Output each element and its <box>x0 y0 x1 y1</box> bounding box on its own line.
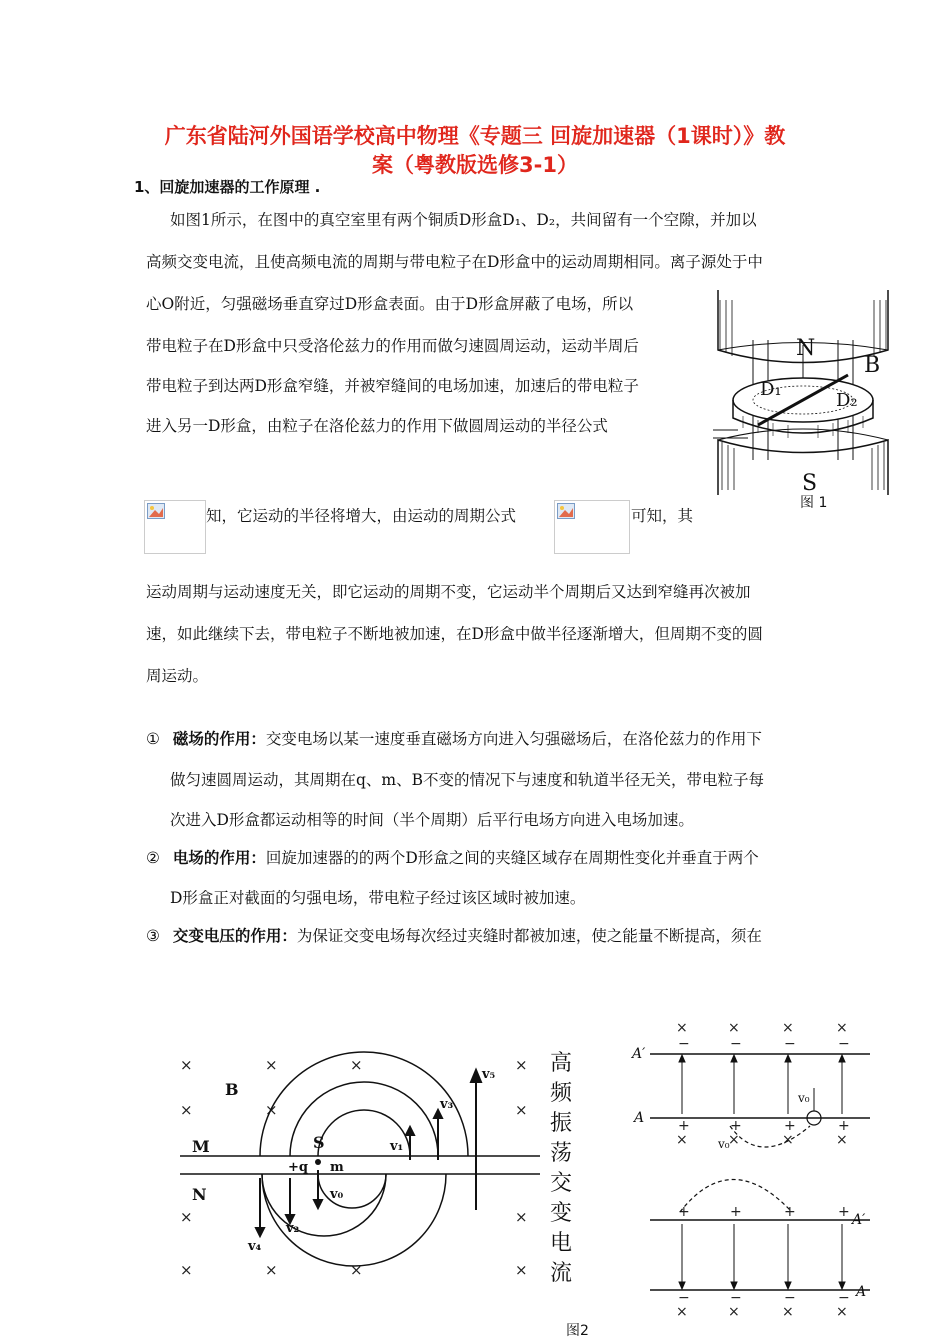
figure-2-caption: 图2 <box>566 1323 589 1339</box>
svg-text:−: − <box>784 1036 796 1052</box>
svg-text:−: − <box>838 1290 850 1306</box>
svg-text:−: − <box>678 1290 690 1306</box>
svg-text:×: × <box>676 1132 688 1148</box>
item-3-heading: 交变电压的作用： <box>172 927 297 945</box>
fig1-label-B: B <box>864 353 881 378</box>
para-line-1: 如图1所示，在图中的真空室里有两个铜质D形盒D₁、D₂，共间留有一个空隙，并加以 <box>170 211 757 229</box>
item-1-line-3: 次进入D形盒都运动相等的时间（半个周期）后平行电场方向进入电场加速。 <box>170 811 694 829</box>
item-3-marker: ③ <box>146 927 160 945</box>
item-1-marker: ① <box>146 730 160 748</box>
svg-text:×: × <box>265 1101 278 1119</box>
fig2-vtext-1: 频 <box>550 1081 573 1106</box>
fig2-label-B: B <box>225 1080 239 1099</box>
radius-formula-image <box>144 500 206 554</box>
svg-text:+: + <box>838 1118 850 1134</box>
svg-text:×: × <box>836 1132 848 1148</box>
svg-text:×: × <box>515 1101 528 1119</box>
fig2-label-M: M <box>192 1137 210 1156</box>
fig2-label-v1: v₁ <box>390 1139 404 1154</box>
svg-text:×: × <box>836 1020 848 1036</box>
svg-text:−: − <box>784 1290 796 1306</box>
svg-text:×: × <box>515 1261 528 1279</box>
svg-text:−: − <box>730 1036 742 1052</box>
svg-text:×: × <box>350 1056 363 1074</box>
svg-text:×: × <box>836 1304 848 1318</box>
svg-text:×: × <box>728 1132 740 1148</box>
svg-text:×: × <box>782 1020 794 1036</box>
svg-text:×: × <box>676 1020 688 1036</box>
item-2 <box>146 846 759 868</box>
svg-text:×: × <box>180 1208 193 1226</box>
svg-text:+: + <box>784 1204 796 1220</box>
fig2-vtext-2: 振 <box>550 1111 573 1136</box>
item-2-line-2: D形盒正对截面的匀强电场，带电粒子经过该区域时被加速。 <box>170 889 586 907</box>
fig1-label-N: N <box>796 336 816 361</box>
fig2-vtext-6: 电 <box>550 1231 573 1256</box>
fig2-label-A-bottom: A <box>856 1284 867 1300</box>
svg-text:×: × <box>180 1056 193 1074</box>
fig2-label-v0: v₀ <box>330 1187 344 1202</box>
item-3 <box>146 924 762 946</box>
svg-text:×: × <box>180 1101 193 1119</box>
fig2-label-A-prime-top: A′ <box>632 1046 646 1062</box>
fig2-right-label-v0-b: v₀ <box>718 1137 730 1151</box>
fig2-vtext-3: 荡 <box>550 1141 573 1166</box>
fig2-right-label-v0-a: v₀ <box>798 1091 810 1105</box>
item-1-line-1: 交变电场以某一速度垂直磁场方向进入匀强磁场后，在洛伦兹力的作用下 <box>265 730 762 748</box>
fig2-label-v5: v₅ <box>482 1067 496 1082</box>
svg-text:+: + <box>678 1118 690 1134</box>
para-line-2: 高频交变电流，且使高频电流的周期与带电粒子在D形盒中的运动周期相同。离子源处于中 <box>146 253 763 271</box>
svg-text:−: − <box>730 1290 742 1306</box>
fig2-vertical-text <box>550 1051 573 1286</box>
fig2-label-v4: v₄ <box>248 1239 262 1254</box>
fig2-vtext-4: 交 <box>550 1171 573 1196</box>
figure-1-cyclotron <box>708 290 898 495</box>
para-line-6: 进入另一D形盒，由粒子在洛伦兹力的作用下做圆周运动的半径公式 <box>146 417 608 435</box>
item-3-line-1: 为保证交变电场每次经过夹缝时都被加速，使之能量不断提高，须在 <box>296 927 762 945</box>
svg-text:−: − <box>838 1036 850 1052</box>
figure-2-right-plates <box>630 1018 880 1318</box>
title-line-2: 案（粤教版选修3-1） <box>372 153 578 177</box>
fig2-label-A-prime-bottom: A′ <box>852 1212 866 1228</box>
fig2-vtext-7: 流 <box>550 1261 573 1286</box>
svg-text:×: × <box>782 1304 794 1318</box>
svg-text:+: + <box>730 1118 742 1134</box>
fig2-label-N: N <box>192 1185 207 1204</box>
fig2-label-v3: v₃ <box>440 1097 454 1112</box>
fig2-vtext-0: 高 <box>550 1051 573 1076</box>
fig2-vtext-5: 变 <box>550 1201 573 1226</box>
para-line-4: 带电粒子在D形盒中只受洛伦兹力的作用而做匀速圆周运动，运动半周后 <box>146 337 639 355</box>
item-1-line-2: 做匀速圆周运动，其周期在q、m、B不变的情况下与速度和轨道半径无关，带电粒子每 <box>170 771 765 789</box>
fig2-label-v2: v₂ <box>286 1221 300 1236</box>
para-line-10: 周运动。 <box>146 667 209 685</box>
figure-2-left-trajectory <box>170 1050 580 1290</box>
period-formula-image <box>554 500 630 554</box>
para-line-3: 心O附近，匀强磁场垂直穿过D形盒表面。由于D形盒屏蔽了电场，所以 <box>146 295 634 313</box>
figure-1-caption: 图 1 <box>800 495 828 511</box>
svg-text:×: × <box>350 1261 363 1279</box>
svg-text:+: + <box>678 1204 690 1220</box>
item-2-heading: 电场的作用： <box>172 849 266 867</box>
section-heading: 1、回旋加速器的工作原理 . <box>134 178 321 196</box>
broken-image-icon <box>557 503 575 519</box>
para-line-9: 速，如此继续下去，带电粒子不断地被加速，在D形盒中做半径逐渐增大，但周期不变的圆 <box>146 625 763 643</box>
para-line-7-end: 可知，其 <box>631 507 694 525</box>
fig1-label-S: S <box>802 471 818 495</box>
svg-text:+: + <box>730 1204 742 1220</box>
fig2-label-S: S <box>313 1133 325 1152</box>
document-title <box>120 122 830 180</box>
svg-text:×: × <box>728 1304 740 1318</box>
broken-image-icon <box>147 503 165 519</box>
para-line-8: 运动周期与运动速度无关，即它运动的周期不变，它运动半个周期后又达到窄缝再次被加 <box>146 583 751 601</box>
svg-text:×: × <box>515 1208 528 1226</box>
svg-text:+: + <box>784 1118 796 1134</box>
item-1 <box>146 727 762 749</box>
fig2-label-q: +q <box>288 1160 308 1175</box>
svg-text:×: × <box>782 1132 794 1148</box>
fig1-label-D2: D₂ <box>836 390 858 411</box>
title-line-1: 广东省陆河外国语学校高中物理《专题三 回旋加速器（1课时）》教 <box>164 124 786 148</box>
svg-text:+: + <box>838 1204 850 1220</box>
para-line-5: 带电粒子到达两D形盒窄缝，并被窄缝间的电场加速，加速后的带电粒子 <box>146 377 639 395</box>
fig2-label-m: m <box>330 1160 344 1175</box>
svg-text:×: × <box>515 1056 528 1074</box>
svg-text:×: × <box>728 1020 740 1036</box>
fig1-label-D1: D₁ <box>760 379 782 400</box>
item-1-heading: 磁场的作用： <box>172 730 266 748</box>
item-2-line-1: 回旋加速器的的两个D形盒之间的夹缝区域存在周期性变化并垂直于两个 <box>265 849 759 867</box>
fig2-label-A-top: A <box>634 1110 645 1126</box>
svg-text:×: × <box>265 1056 278 1074</box>
svg-text:−: − <box>678 1036 690 1052</box>
item-2-marker: ② <box>146 849 160 867</box>
svg-text:×: × <box>676 1304 688 1318</box>
svg-text:×: × <box>180 1261 193 1279</box>
para-line-7-mid: 知，它运动的半径将增大，由运动的周期公式 <box>206 507 517 525</box>
svg-text:×: × <box>265 1261 278 1279</box>
